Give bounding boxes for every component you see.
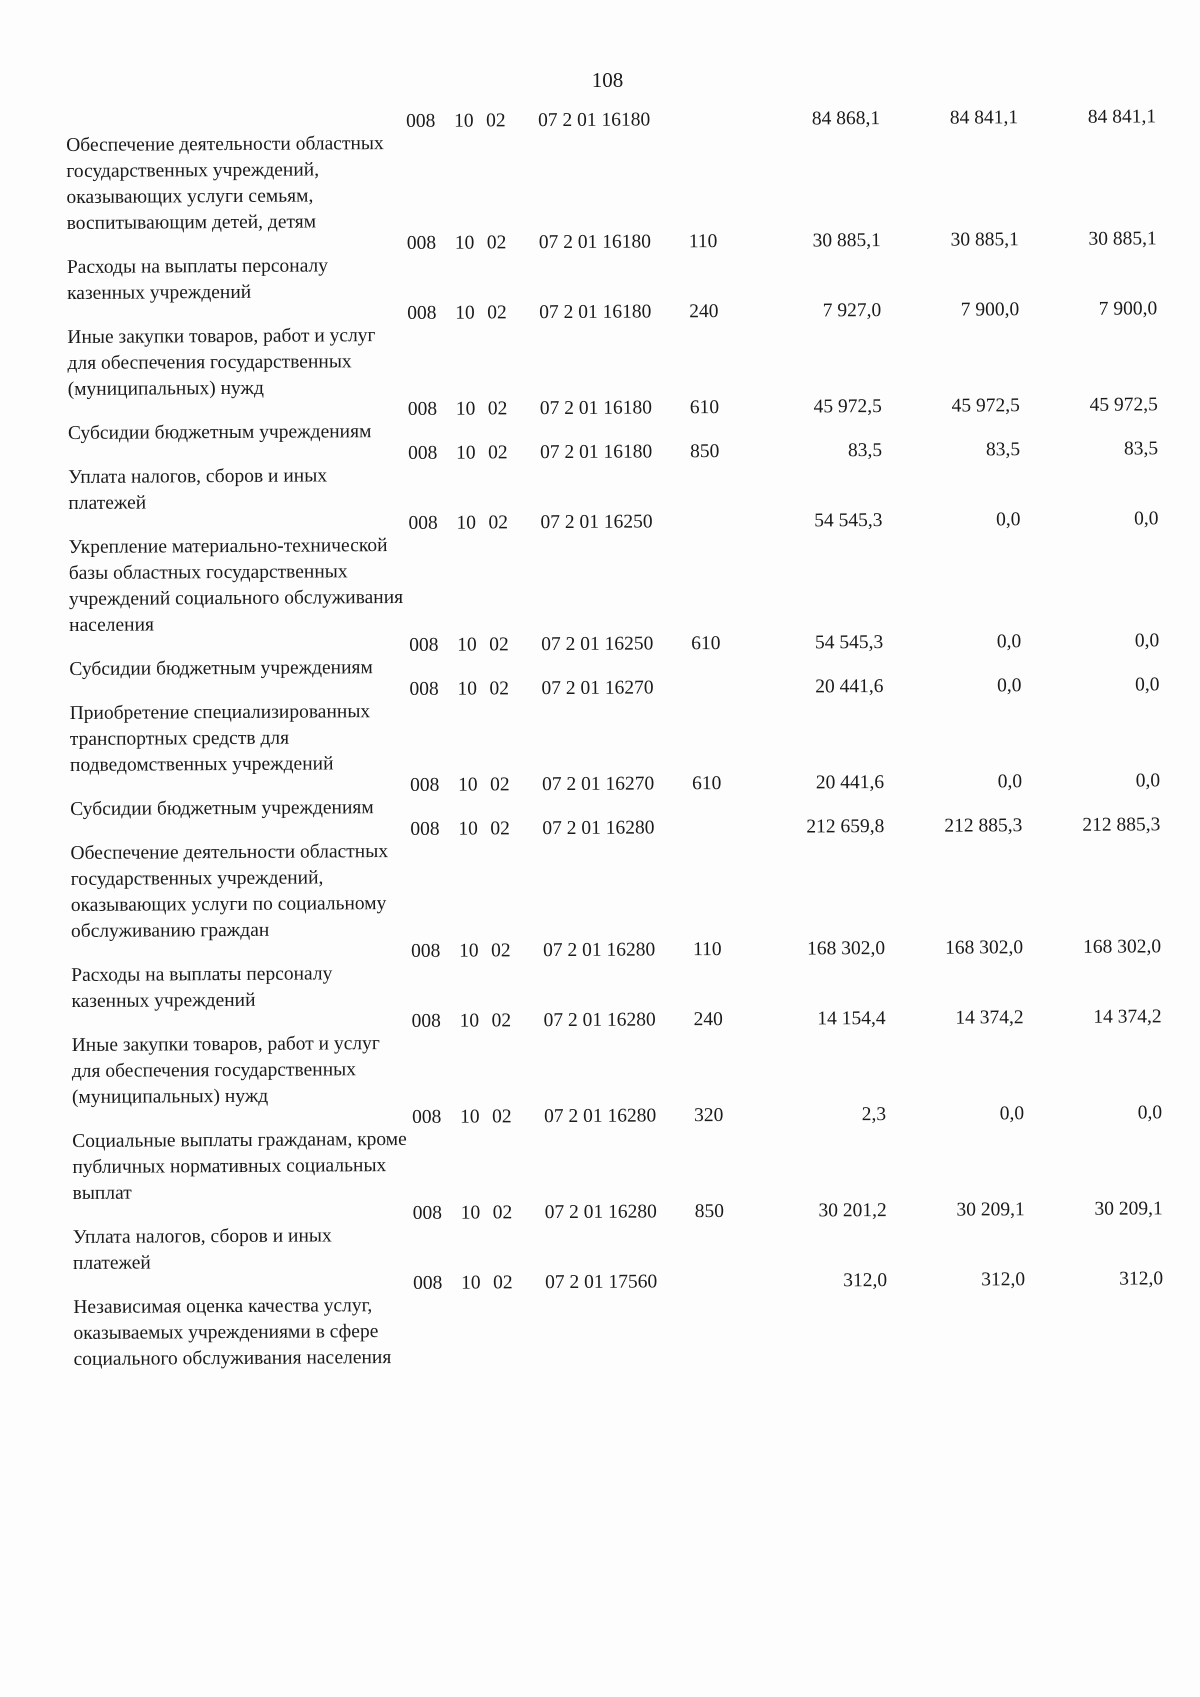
- amount-year-3: 0,0: [1137, 1102, 1163, 1124]
- expense-type-code: 850: [690, 441, 720, 463]
- table-row: [71, 938, 1171, 1015]
- subsection-code: 02: [493, 1272, 513, 1294]
- amount-year-2: 168 302,0: [945, 937, 1024, 959]
- amount-year-2: 83,5: [985, 439, 1021, 461]
- amount-year-1: 212 659,8: [806, 816, 885, 838]
- amount-year-2: 0,0: [997, 675, 1022, 697]
- section-code: 10: [456, 442, 476, 464]
- expense-item-name: Приобретение специализированных транспортных средств для подведомственных учреждений: [69, 701, 371, 776]
- amount-year-1: 20 441,6: [815, 676, 884, 698]
- subsection-code: 02: [492, 1106, 512, 1128]
- amount-year-1: 20 441,6: [815, 772, 885, 794]
- expense-item-name: Уплата налогов, сборов и иных платежей: [72, 1225, 332, 1274]
- amount-year-3: 14 374,2: [1093, 1006, 1162, 1028]
- section-code: 10: [459, 1010, 480, 1032]
- amount-year-2: 45 972,5: [951, 395, 1020, 417]
- amount-year-3: 45 972,5: [1089, 394, 1158, 416]
- target-article-code: 07 2 01 16250: [540, 511, 653, 534]
- subsection-code: 02: [487, 398, 508, 420]
- expense-type-code: 110: [693, 939, 722, 961]
- ministry-code: 008: [412, 1202, 443, 1224]
- subsection-code: 02: [485, 110, 506, 132]
- target-article-code: 07 2 01 16280: [543, 1009, 656, 1032]
- amount-year-1: 7 927,0: [822, 300, 882, 322]
- expense-item-name: Обеспечение деятельности областных государственных учреждений, оказывающих услуги семьям, воспитывающим детей, детям: [66, 133, 384, 234]
- amount-year-2: 0,0: [997, 771, 1023, 793]
- amount-year-1: 14 154,4: [817, 1008, 886, 1030]
- subsection-code: 02: [490, 818, 510, 840]
- amount-year-2: 84 841,1: [949, 107, 1019, 129]
- target-article-code: 07 2 01 16280: [544, 1201, 657, 1224]
- target-article-code: 07 2 01 17560: [545, 1271, 658, 1294]
- amount-year-3: 0,0: [1134, 630, 1160, 652]
- expense-item-name: Субсидии бюджетным учреждениям: [69, 657, 373, 680]
- section-code: 10: [456, 512, 477, 534]
- expense-item-name: Независимая оценка качества услуг, оказываемых учреждениями в сфере социального обслуживания населения: [73, 1295, 392, 1370]
- amount-year-2: 312,0: [981, 1269, 1026, 1291]
- expense-type-code: 240: [693, 1009, 723, 1031]
- subsection-code: 02: [489, 634, 509, 656]
- target-article-code: 07 2 01 16280: [544, 1105, 657, 1128]
- section-code: 10: [458, 774, 478, 796]
- ministry-code: 008: [407, 302, 437, 324]
- section-code: 10: [461, 1272, 481, 1294]
- expense-item-name: Субсидии бюджетным учреждениям: [70, 797, 374, 820]
- table-row: [67, 300, 1168, 403]
- target-article-code: 07 2 01 16180: [539, 301, 652, 324]
- target-article-code: 07 2 01 16270: [542, 773, 655, 796]
- ministry-code: 008: [409, 634, 439, 656]
- section-code: 10: [458, 818, 478, 840]
- amount-year-3: 312,0: [1119, 1268, 1164, 1290]
- ministry-code: 008: [408, 512, 438, 534]
- ministry-code: 008: [413, 1272, 443, 1294]
- ministry-code: 008: [405, 110, 436, 132]
- amount-year-1: 54 545,3: [814, 510, 883, 532]
- amount-year-3: 0,0: [1135, 770, 1161, 792]
- amount-year-3: 30 885,1: [1088, 228, 1157, 250]
- subsection-code: 02: [492, 1202, 513, 1224]
- subsection-code: 02: [488, 512, 509, 534]
- subsection-code: 02: [487, 302, 507, 324]
- table-row: [68, 510, 1169, 639]
- expense-type-code: 320: [694, 1105, 724, 1127]
- section-code: 10: [459, 940, 479, 962]
- ministry-code: 008: [407, 398, 438, 420]
- target-article-code: 07 2 01 16280: [542, 817, 655, 840]
- expense-item-name: Субсидии бюджетным учреждениям: [67, 421, 372, 444]
- amount-year-2: 0,0: [996, 631, 1022, 653]
- amount-year-2: 212 885,3: [944, 815, 1023, 837]
- table-row: [68, 440, 1168, 517]
- target-article-code: 07 2 01 16180: [539, 397, 652, 420]
- amount-year-3: 30 209,1: [1094, 1198, 1163, 1220]
- expense-item-name: Расходы на выплаты персоналу казенных учреждений: [66, 255, 329, 304]
- section-code: 10: [457, 678, 478, 700]
- expense-type-code: 850: [694, 1201, 725, 1223]
- section-code: 10: [453, 110, 474, 132]
- amount-year-3: 168 302,0: [1083, 936, 1162, 958]
- table-row: [71, 1008, 1172, 1111]
- table-row: [73, 1270, 1174, 1373]
- table-row: [72, 1104, 1173, 1207]
- amount-year-3: 84 841,1: [1087, 106, 1157, 128]
- ministry-code: 008: [409, 678, 439, 700]
- target-article-code: 07 2 01 16180: [537, 109, 651, 132]
- expense-item-name: Иные закупки товаров, работ и услуг для обеспечения государственных (муниципальных) нужд: [71, 1033, 380, 1108]
- amount-year-3: 83,5: [1123, 438, 1159, 460]
- section-code: 10: [454, 232, 475, 254]
- target-article-code: 07 2 01 16280: [543, 939, 656, 962]
- ministry-code: 008: [410, 818, 440, 840]
- amount-year-1: 168 302,0: [807, 938, 886, 960]
- expense-item-name: Социальные выплаты гражданам, кроме публичных нормативных социальных выплат: [72, 1128, 407, 1204]
- amount-year-3: 0,0: [1135, 674, 1160, 696]
- target-article-code: 07 2 01 16180: [538, 231, 651, 254]
- section-code: 10: [457, 634, 477, 656]
- ministry-code: 008: [412, 1106, 442, 1128]
- amount-year-2: 30 885,1: [950, 229, 1019, 251]
- expense-item-name: Обеспечение деятельности областных государственных учреждений, оказывающих услуги по социальному обслуживанию граждан: [70, 841, 389, 942]
- ministry-code: 008: [410, 774, 440, 796]
- ministry-code: 008: [406, 232, 437, 254]
- expense-item-name: Иные закупки товаров, работ и услуг для обеспечения государственных (муниципальных) нужд: [67, 325, 376, 400]
- expense-type-code: 610: [691, 633, 721, 655]
- amount-year-2: 30 209,1: [956, 1199, 1025, 1221]
- expense-type-code: 610: [692, 773, 722, 795]
- table-row: [70, 816, 1171, 945]
- amount-year-3: 212 885,3: [1082, 814, 1161, 836]
- ministry-code: 008: [408, 442, 438, 464]
- amount-year-1: 2,3: [861, 1104, 887, 1126]
- amount-year-1: 312,0: [843, 1270, 888, 1292]
- amount-year-2: 14 374,2: [955, 1007, 1024, 1029]
- expense-type-code: 610: [689, 397, 720, 419]
- ministry-code: 008: [411, 1010, 441, 1032]
- amount-year-1: 30 201,2: [818, 1200, 887, 1222]
- table-row: [67, 230, 1167, 307]
- subsection-code: 02: [486, 232, 507, 254]
- amount-year-1: 54 545,3: [814, 632, 884, 654]
- section-code: 10: [460, 1106, 480, 1128]
- amount-year-2: 0,0: [996, 509, 1021, 531]
- table-row: [69, 676, 1170, 779]
- section-code: 10: [455, 398, 476, 420]
- amount-year-1: 84 868,1: [811, 108, 881, 130]
- expense-type-code: 110: [688, 231, 718, 253]
- amount-year-1: 30 885,1: [812, 230, 881, 252]
- expense-item-name: Уплата налогов, сборов и иных платежей: [68, 465, 328, 514]
- ministry-code: 008: [411, 940, 441, 962]
- amount-year-1: 83,5: [847, 440, 883, 462]
- budget-table: [66, 108, 1174, 1373]
- target-article-code: 07 2 01 16180: [540, 441, 653, 464]
- section-code: 10: [455, 302, 475, 324]
- amount-year-2: 7 900,0: [960, 299, 1020, 321]
- table-row: [73, 1200, 1173, 1277]
- expense-item-name: Укрепление материально-технической базы областных государственных учреждений социального обслуживания населения: [68, 535, 404, 636]
- subsection-code: 02: [488, 442, 508, 464]
- target-article-code: 07 2 01 16270: [541, 677, 654, 700]
- expense-type-code: 240: [689, 301, 719, 323]
- subsection-code: 02: [491, 1010, 512, 1032]
- amount-year-1: 45 972,5: [813, 396, 882, 418]
- subsection-code: 02: [490, 774, 510, 796]
- amount-year-3: 0,0: [1134, 508, 1159, 530]
- amount-year-2: 0,0: [999, 1103, 1025, 1125]
- target-article-code: 07 2 01 16250: [541, 633, 654, 656]
- table-row: [66, 108, 1167, 237]
- section-code: 10: [460, 1202, 481, 1224]
- subsection-code: 02: [489, 678, 510, 700]
- expense-item-name: Расходы на выплаты персоналу казенных учреждений: [71, 963, 333, 1012]
- page-number: 108: [591, 68, 624, 92]
- amount-year-3: 7 900,0: [1098, 298, 1158, 320]
- subsection-code: 02: [491, 940, 511, 962]
